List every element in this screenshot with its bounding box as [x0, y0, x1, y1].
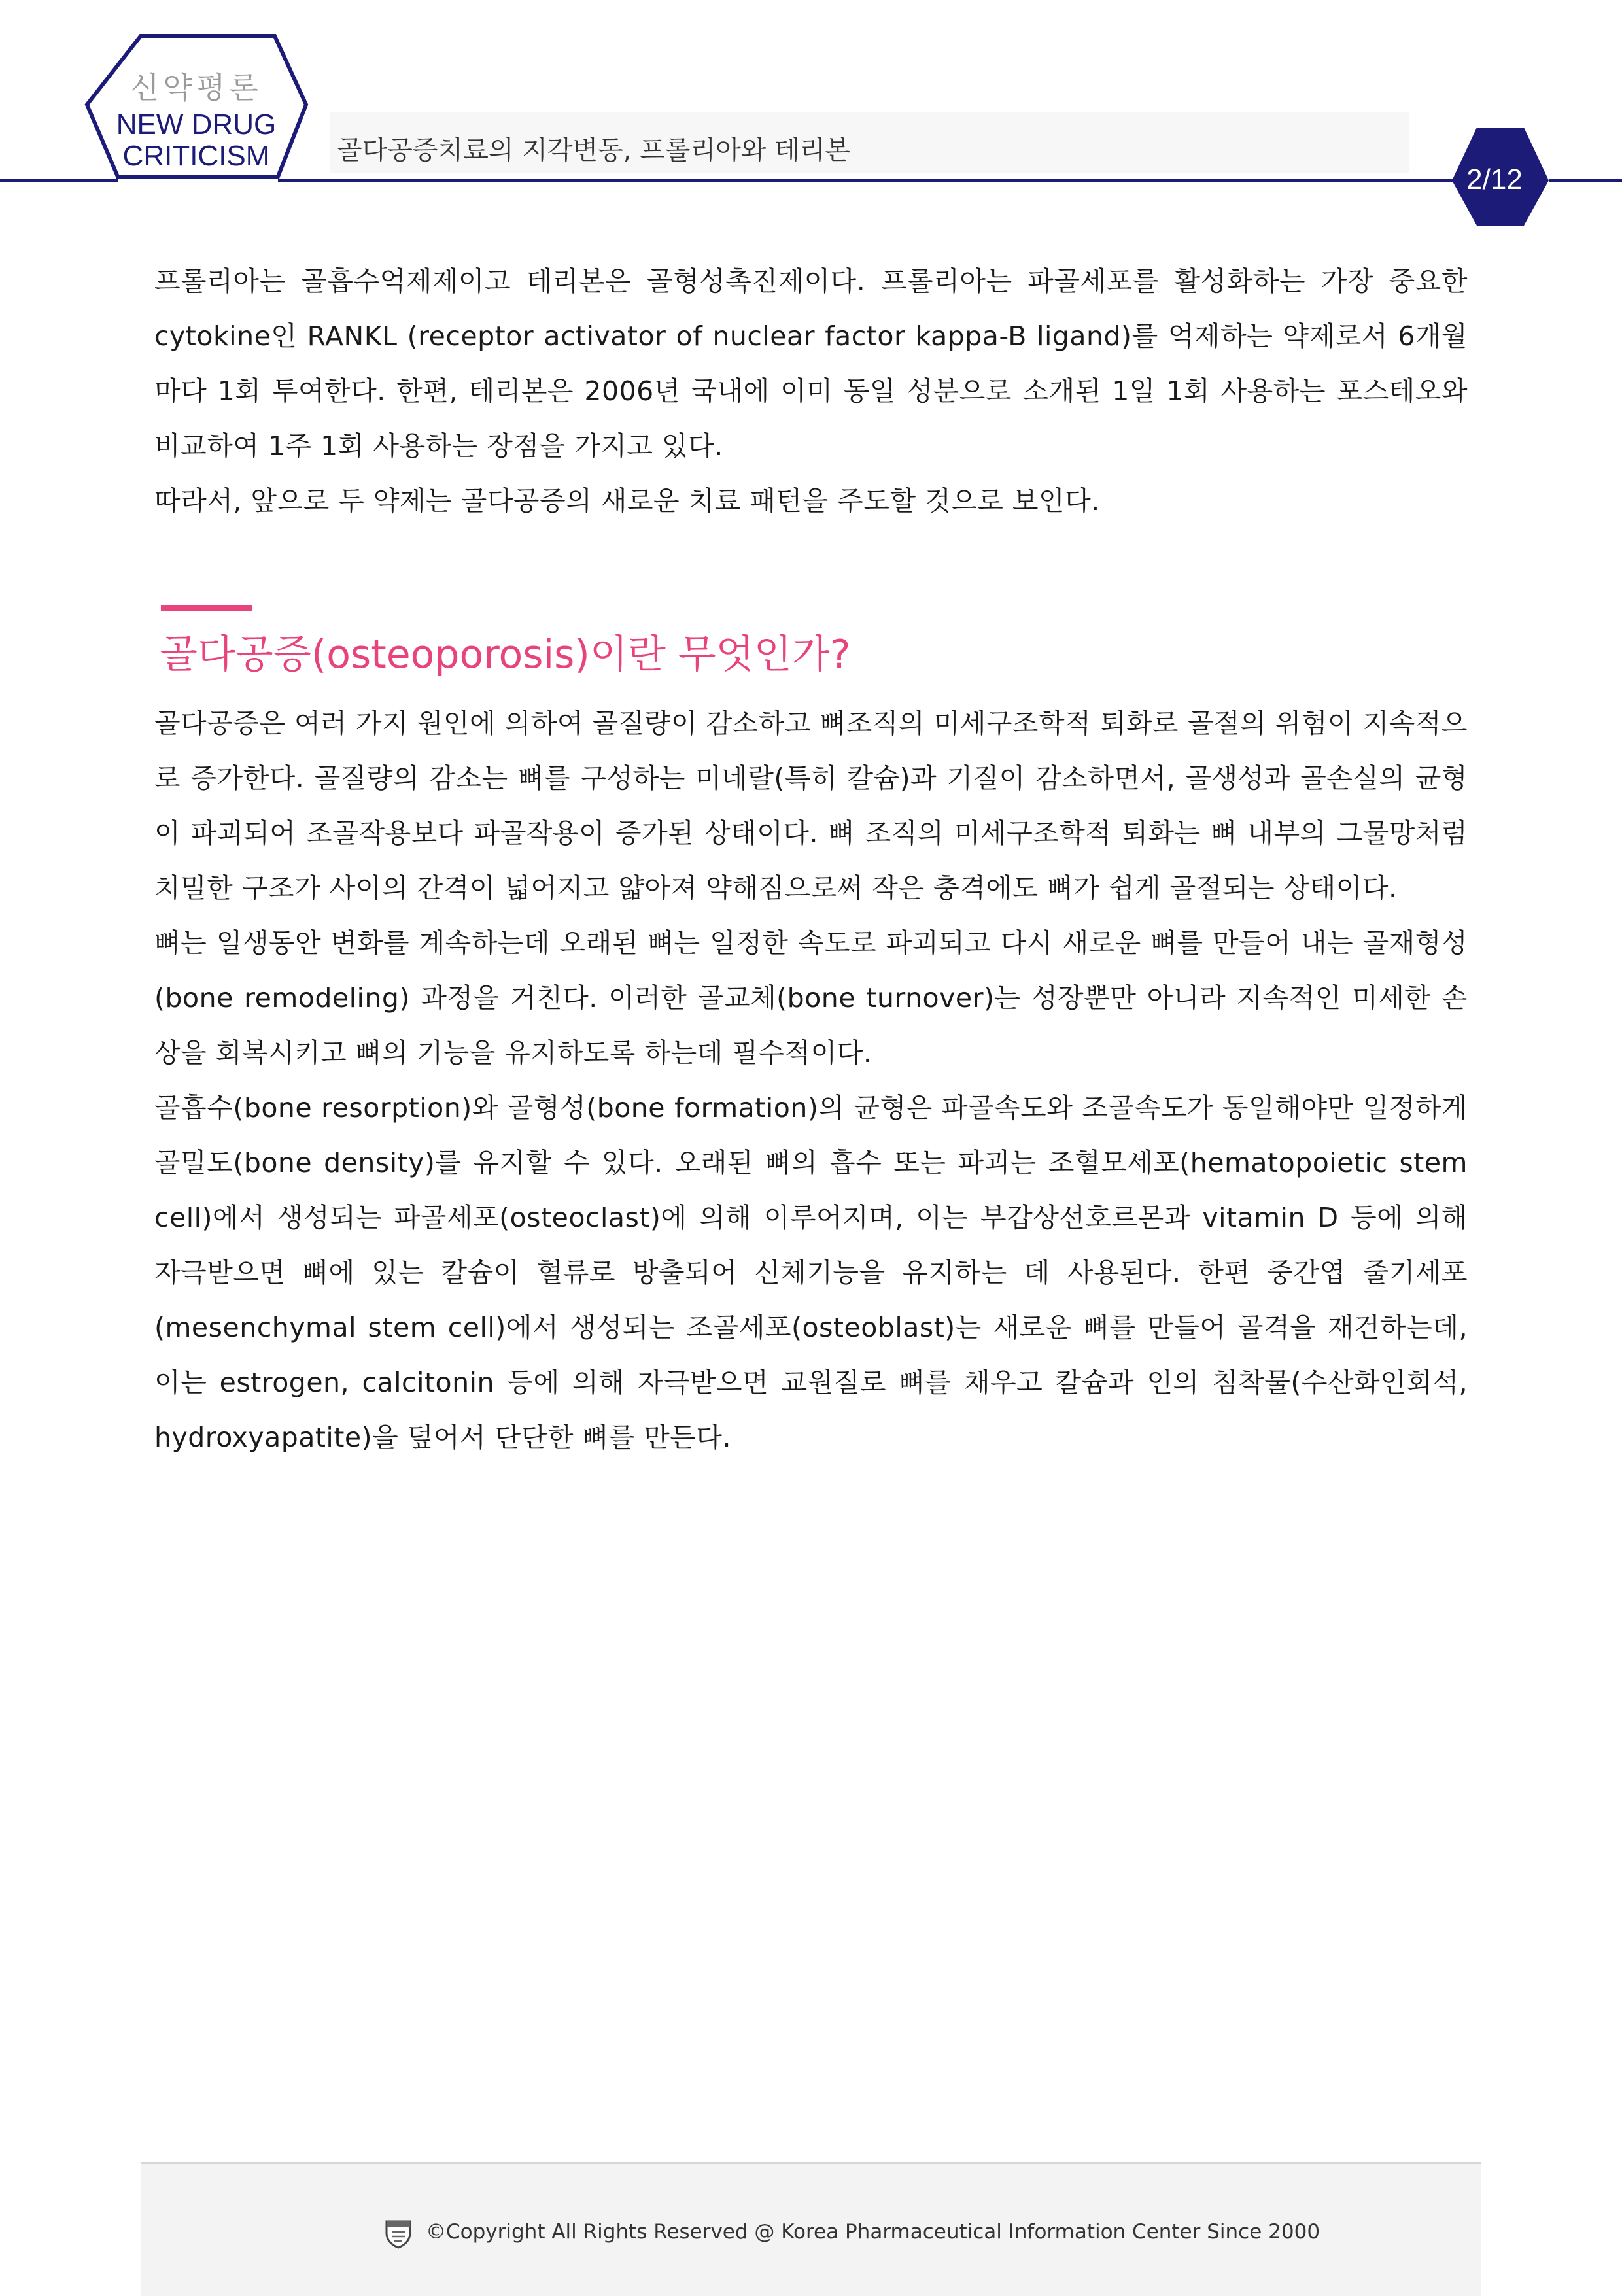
- intro-paragraph-1: 프롤리아는 골흡수억제제이고 테리본은 골형성촉진제이다. 프롤리아는 파골세포를 활성화하는 가장 중요한 cytokine인 RANKL (receptor activator of nuclear factor kappa-B ligand)를 억제하는 약제로서 6개월마다 1회 투여한다. 한편, 테리본은 2006년 국내에 이미 동일 성분으로 소개된 1일 1회 사용하는 포스테오와 비교하여 1주 1회 사용하는 장점을 가지고 있다.: [154, 266, 1468, 462]
- logo-english-line2: CRITICISM: [122, 140, 270, 172]
- section-paragraph-1: 골다공증은 여러 가지 원인에 의하여 골질량이 감소하고 뼈조직의 미세구조학적 퇴화로 골절의 위험이 지속적으로 증가한다. 골질량의 감소는 뼈를 구성하는 미네랄(특히 칼슘)과 기질이 감소하면서, 골생성과 골손실의 균형이 파괴되어 조골작용보다 파골작용이 증가된 상태이다. 뼈 조직의 미세구조학적 퇴화는 뼈 내부의 그물망처럼 치밀한 구조가 사이의 간격이 넓어지고 얇아져 약해짐으로써 작은 충격에도 뼈가 쉽게 골절되는 상태이다.: [154, 708, 1468, 904]
- intro-section: [154, 254, 1468, 528]
- footer-copyright: ©Copyright All Rights Reserved @ Korea Pharmaceutical Information Center Since 2000: [426, 2220, 1320, 2244]
- section-title: 골다공증(osteoporosis)이란 무엇인가?: [160, 632, 851, 677]
- section-body: [154, 696, 1468, 1465]
- intro-paragraph-2: 따라서, 앞으로 두 약제는 골다공증의 새로운 치료 패턴을 주도할 것으로 보인다.: [154, 485, 1100, 517]
- header-title: 골다공증치료의 지각변동, 프롤리아와 테리본: [337, 135, 851, 165]
- logo-english-line1: NEW DRUG: [116, 109, 277, 141]
- section-accent-bar: [161, 605, 252, 611]
- shield-emblem-icon: [384, 2218, 413, 2249]
- footer: [141, 2162, 1481, 2296]
- section-paragraph-2: 뼈는 일생동안 변화를 계속하는데 오래된 뼈는 일정한 속도로 파괴되고 다시 새로운 뼈를 만들어 내는 골재형성(bone remodeling) 과정을 거친다. 이러한 골교체(bone turnover)는 성장뿐만 아니라 지속적인 미세한 손상을 회복시키고 뼈의 기능을 유지하도록 하는데 필수적이다.: [154, 927, 1468, 1069]
- section-paragraph-3: 골흡수(bone resorption)와 골형성(bone formation)의 균형은 파골속도와 조골속도가 동일해야만 일정하게 골밀도(bone density)를 유지할 수 있다. 오래된 뼈의 흡수 또는 파괴는 조혈모세포(hematopoietic stem cell)에서 생성되는 파골세포(osteoclast)에 의해 이루어지며, 이는 부갑상선호르몬과 vitamin D 등에 의해 자극받으면 뼈에 있는 칼슘이 혈류로 방출되어 신체기능을 유지하는 데 사용된다. 한편 중간엽 줄기세포(mesenchymal stem cell)에서 생성되는 조골세포(osteoblast)는 새로운 뼈를 만들어 골격을 재건하는데, 이는 estrogen, calcitonin 등에 의해 자극받으면 교원질로 뼈를 채우고 칼슘과 인의 침착물(수산화인회석, hydroxyapatite)을 덮어서 단단한 뼈를 만든다.: [154, 1092, 1468, 1453]
- page-number: 2/12: [1466, 163, 1523, 196]
- logo-korean: 신약평론: [130, 70, 262, 105]
